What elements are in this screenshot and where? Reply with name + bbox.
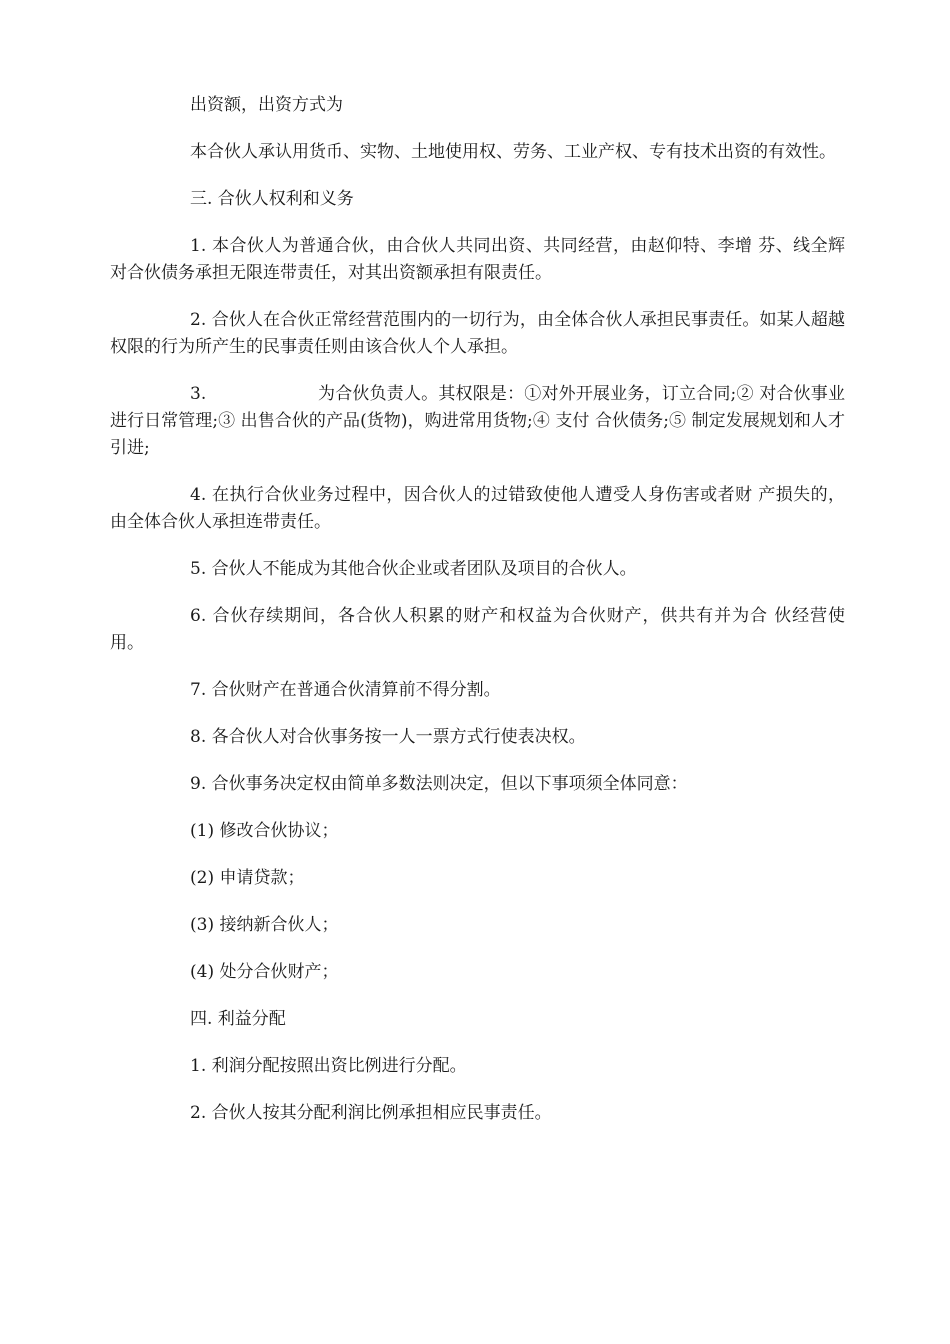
paragraph-capital-validity: 本合伙人承认用货币、实物、土地使用权、劳务、工业产权、专有技术出资的有效性。 [190, 142, 836, 162]
section-heading-rights-obligations: 三. 合伙人权利和义务 [190, 189, 354, 209]
clause-3-1: 1. 本合伙人为普通合伙，由合伙人共同出资、共同经营，由赵仰特、李增 芬、线全辉对合伙债务承担无限连带责任，对其出资额承担有限责任。 [110, 236, 845, 283]
clause-3-3: 3. 为合伙负责人。其权限是：①对外开展业务，订立合同;② 对合伙事业进行日常管理;③ 出售合伙的产品(货物)，购进常用货物;④ 支付 合伙债务;⑤ 制定发展规划和人才引进; [110, 384, 845, 458]
clause-3-7: 7. 合伙财产在普通合伙清算前不得分割。 [190, 680, 501, 700]
clause-3-5: 5. 合伙人不能成为其他合伙企业或者团队及项目的合伙人。 [190, 559, 637, 579]
document-body [110, 92, 845, 1147]
clause-3-2: 2. 合伙人在合伙正常经营范围内的一切行为，由全体合伙人承担民事责任。如某人超越权限的行为所产生的民事责任则由该合伙人个人承担。 [110, 310, 845, 357]
section-heading-profit-distribution: 四. 利益分配 [190, 1009, 286, 1029]
clause-4-1: 1. 利润分配按照出资比例进行分配。 [190, 1056, 467, 1076]
paragraph-capital-amount: 出资额，出资方式为 [190, 95, 343, 115]
sub-item-3: (3) 接纳新合伙人； [190, 915, 339, 935]
sub-item-2: (2) 申请贷款； [190, 868, 305, 888]
clause-4-2: 2. 合伙人按其分配利润比例承担相应民事责任。 [190, 1103, 552, 1123]
clause-3-6: 6. 合伙存续期间，各合伙人积累的财产和权益为合伙财产，供共有并为合 伙经营使用。 [110, 606, 845, 653]
clause-3-4: 4. 在执行合伙业务过程中，因合伙人的过错致使他人遭受人身伤害或者财 产损失的，由全体合伙人承担连带责任。 [110, 485, 845, 532]
sub-item-1: (1) 修改合伙协议； [190, 821, 339, 841]
sub-item-4: (4) 处分合伙财产； [190, 962, 339, 982]
clause-3-8: 8. 各合伙人对合伙事务按一人一票方式行使表决权。 [190, 727, 586, 747]
clause-3-9: 9. 合伙事务决定权由简单多数法则决定，但以下事项须全体同意： [190, 774, 688, 794]
